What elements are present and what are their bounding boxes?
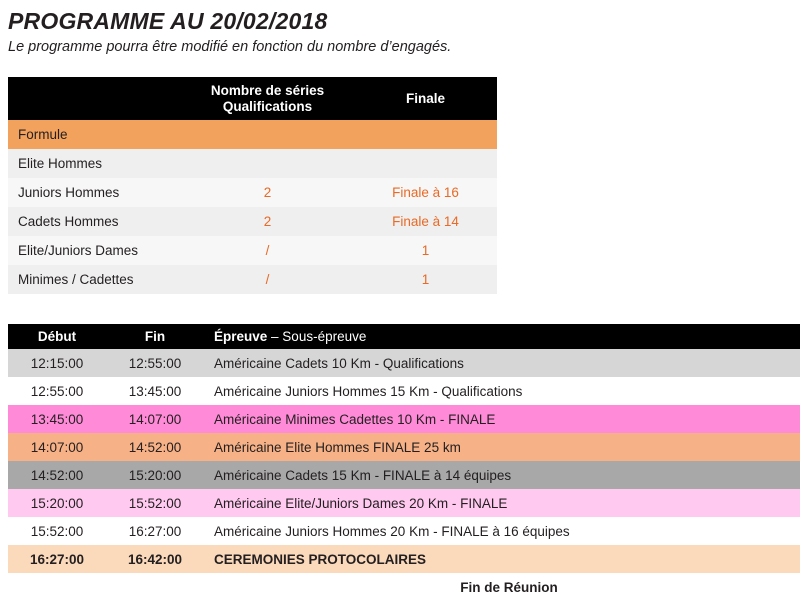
schedule-start: 16:27:00 (8, 545, 106, 573)
schedule-start: 12:55:00 (8, 377, 106, 405)
table-row (8, 236, 497, 265)
schedule-end: 14:52:00 (106, 433, 204, 461)
formula-row-series: / (181, 236, 354, 265)
schedule-end: 16:42:00 (106, 545, 204, 573)
formula-table-head (8, 77, 497, 120)
schedule-end: 15:52:00 (106, 489, 204, 517)
formula-row-series: / (181, 265, 354, 294)
formula-header-series (181, 77, 354, 120)
table-row (8, 377, 800, 405)
table-row (8, 207, 497, 236)
schedule-header-row (8, 324, 800, 349)
schedule-header-start: Début (8, 324, 106, 349)
table-row (8, 517, 800, 545)
formula-header-series-line2: Qualifications (222, 98, 313, 114)
formula-row-label: Elite Hommes (8, 149, 181, 178)
table-row (8, 349, 800, 377)
formula-row-final: Finale à 14 (354, 207, 497, 236)
page-title: PROGRAMME AU 20/02/2018 (8, 8, 328, 34)
schedule-header-event-sub: – Sous-épreuve (271, 329, 367, 345)
schedule-start (8, 573, 106, 601)
table-row (8, 573, 800, 601)
table-row (8, 433, 800, 461)
formula-table (8, 77, 497, 294)
schedule-event: Américaine Juniors Hommes 20 Km - FINALE à 16 équipes (204, 517, 800, 545)
schedule-event: Américaine Juniors Hommes 15 Km - Qualifications (204, 377, 800, 405)
formula-row-series: 2 (181, 178, 354, 207)
schedule-event: CEREMONIES PROTOCOLAIRES (204, 545, 800, 573)
schedule-event: Américaine Elite Hommes FINALE 25 km (204, 433, 800, 461)
schedule-end: 13:45:00 (106, 377, 204, 405)
formula-header-row (8, 77, 497, 120)
schedule-header-event (204, 324, 800, 349)
schedule-start: 12:15:00 (8, 349, 106, 377)
schedule-end: 16:27:00 (106, 517, 204, 545)
table-row (8, 178, 497, 207)
schedule-header-end: Fin (106, 324, 204, 349)
table-row (8, 149, 497, 178)
table-row (8, 545, 800, 573)
page-subtitle: Le programme pourra être modifié en fonction du nombre d’engagés. (8, 39, 452, 55)
schedule-end: 14:07:00 (106, 405, 204, 433)
schedule-start: 15:52:00 (8, 517, 106, 545)
formula-row-label: Cadets Hommes (8, 207, 181, 236)
schedule-start: 15:20:00 (8, 489, 106, 517)
schedule-header-event-main: Épreuve (214, 329, 268, 345)
formula-header-series-line1: Nombre de séries (210, 83, 325, 98)
formula-header-final: Finale (354, 77, 497, 120)
schedule-table-body (8, 349, 800, 601)
schedule-end (106, 573, 204, 601)
formula-row-final (354, 120, 497, 149)
formula-row-series (181, 120, 354, 149)
formula-row-final (354, 149, 497, 178)
schedule-start: 14:52:00 (8, 461, 106, 489)
schedule-table (8, 324, 800, 601)
schedule-event: Américaine Cadets 10 Km - Qualifications (204, 349, 800, 377)
table-row (8, 265, 497, 294)
formula-row-label: Juniors Hommes (8, 178, 181, 207)
table-row (8, 405, 800, 433)
table-row (8, 120, 497, 149)
schedule-start: 13:45:00 (8, 405, 106, 433)
schedule-event: Américaine Elite/Juniors Dames 20 Km - FINALE (204, 489, 800, 517)
schedule-event: Fin de Réunion (204, 573, 800, 601)
table-row (8, 461, 800, 489)
formula-row-label: Formule (8, 120, 181, 149)
formula-header-blank (8, 77, 181, 120)
table-row (8, 489, 800, 517)
formula-row-final: 1 (354, 265, 497, 294)
schedule-end: 12:55:00 (106, 349, 204, 377)
schedule-start: 14:07:00 (8, 433, 106, 461)
formula-row-label: Minimes / Cadettes (8, 265, 181, 294)
formula-table-body (8, 120, 497, 294)
schedule-table-head (8, 324, 800, 349)
schedule-event: Américaine Minimes Cadettes 10 Km - FINALE (204, 405, 800, 433)
formula-row-label: Elite/Juniors Dames (8, 236, 181, 265)
formula-row-series (181, 149, 354, 178)
schedule-end: 15:20:00 (106, 461, 204, 489)
schedule-event: Américaine Cadets 15 Km - FINALE à 14 équipes (204, 461, 800, 489)
formula-row-series: 2 (181, 207, 354, 236)
formula-row-final: 1 (354, 236, 497, 265)
formula-row-final: Finale à 16 (354, 178, 497, 207)
